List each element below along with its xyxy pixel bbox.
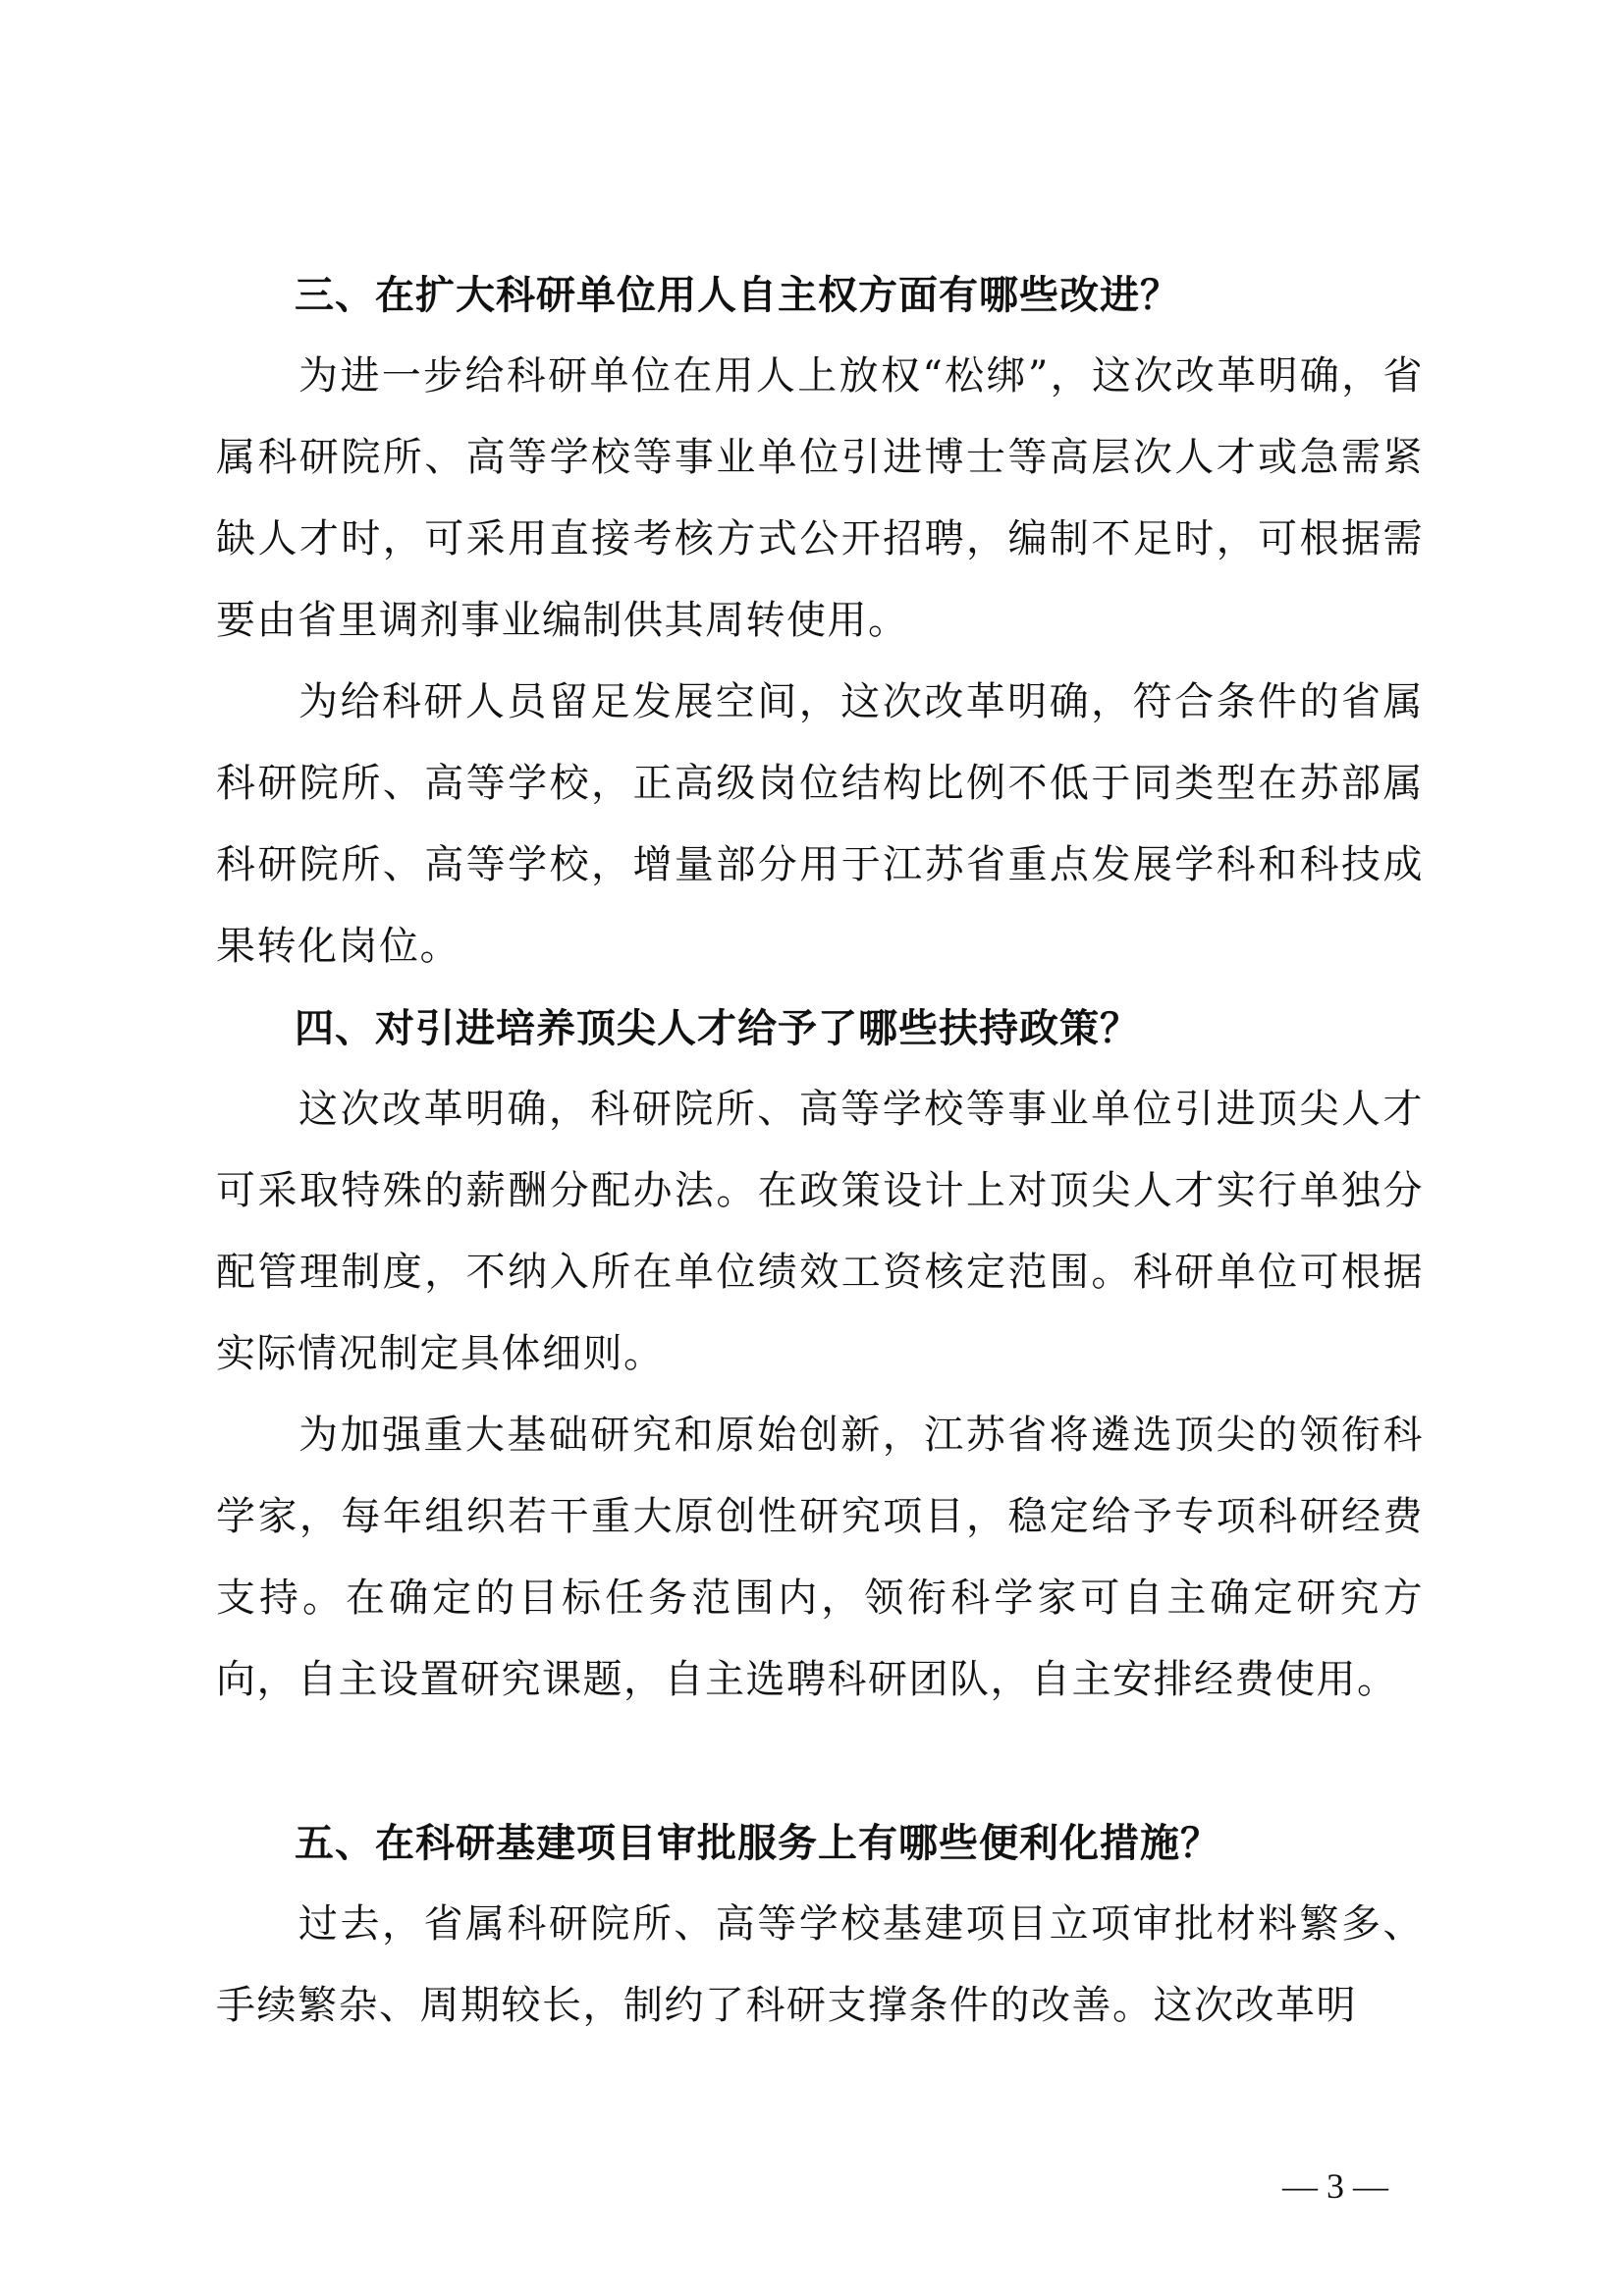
section-heading-3: 三、在扩大科研单位用人自主权方面有哪些改进？ bbox=[295, 273, 1180, 318]
paragraph-4-1: 这次改革明确，科研院所、高等学校等事业单位引进顶尖人才可采取特殊的薪酬分配办法。在政策设计上对顶尖人才实行单独分配管理制度，不纳入所在单位绩效工资核定范围。科研单位可根据实际情况制定具体细则。 bbox=[216, 1087, 1424, 1376]
paragraph-5-1: 过去，省属科研院所、高等学校基建项目立项审批材料繁多、手续繁杂、周期较长，制约了科研支撑条件的改善。这次改革明 bbox=[216, 1901, 1424, 2028]
paragraph-3-2: 为给科研人员留足发展空间，这次改革明确，符合条件的省属科研院所、高等学校，正高级岗位结构比例不低于同类型在苏部属科研院所、高等学校，增量部分用于江苏省重点发展学科和科技成果转化岗位。 bbox=[216, 679, 1424, 969]
page-number: — 3 — bbox=[1282, 2166, 1388, 2206]
paragraph-4-2: 为加强重大基础研究和原始创新，江苏省将遴选顶尖的领衔科学家，每年组织若干重大原创性研究项目，稳定给予专项科研经费支持。在确定的目标任务范围内，领衔科学家可自主确定研究方向，自主设置研究课题，自主选聘科研团队，自主安排经费使用。 bbox=[216, 1413, 1424, 1702]
paragraph-3-1: 为进一步给科研单位在用人上放权“松绑”，这次改革明确，省属科研院所、高等学校等事业单位引进博士等高层次人才或急需紧缺人才时，可采用直接考核方式公开招聘，编制不足时，可根据需要由省里调剂事业编制供其周转使用。 bbox=[216, 353, 1424, 643]
section-heading-4: 四、对引进培养顶尖人才给予了哪些扶持政策？ bbox=[295, 1006, 1140, 1051]
document-page bbox=[216, 0, 1424, 2296]
section-heading-5: 五、在科研基建项目审批服务上有哪些便利化措施？ bbox=[295, 1821, 1220, 1866]
